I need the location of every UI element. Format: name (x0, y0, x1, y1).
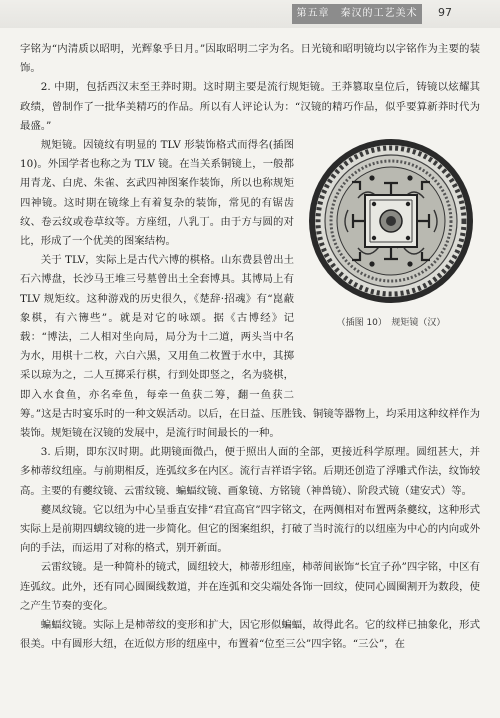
paragraph: 蝙蝠纹镜。实际上是柿蒂纹的变形和扩大，因它形似蝙蝠，故得此名。它的纹样已抽象化，形式很美。中有圆形大纽，在近似方形的纽座中，布置着“位至三公”四字铭。“三公”，在 (20, 619, 480, 651)
paragraph: 关于 TLV，实际上是古代六博的棋格。山东费县曾出土石六博盘，长沙马王堆三号墓曾出土全套博具。其博局上有 TLV 规矩纹。这种游戏的历史很久，《楚辞·招魂》有“崑蔽象棋，有六簙些”。就是对它的咏颂。据《古博经》记载：“博法，二人相对坐向局，局分为十二道，两头当中名为水，用棋十二枚，六白六黑，又用鱼二枚置于水中，其掷采以琼为之，二人互掷采行棋，行到处即竖之，名为骁棋，即入水食鱼，亦名牵鱼，每牵一鱼获二筹，翻一鱼获二筹。”这是古时宴乐时的一种文娱活动。以后，在日益、压胜钱、铜镜等器物上，均采用这种纹样作为装饰。规矩镜在汉镜的发展中，是流行时间最长的一种。 (20, 254, 480, 440)
page-number: 97 (438, 6, 452, 19)
paragraph: 2. 中期，包括西汉末至王莽时期。这时期主要是流行规矩镜。王莽篡取皇位后，铸镜以炫耀其政绩，曾制作了一批华美精巧的作品。所以有人评论认为：“汉镜的精巧作品，似乎要算新莽时代为最盛。” (20, 81, 480, 132)
figure-caption: （插图 10） 规矩镜（汉） (336, 318, 446, 329)
paragraph: 夔凤纹镜。它以纽为中心呈垂直安排“君宜高官”四字铭文，在两侧相对布置两条夔纹，这种形式实际上是前期四螭纹镜的进一步简化。但它的图案组织，打破了当时流行的以纽座为中心的内向或外向的手法，而运用了对称的格式，别开新面。 (20, 503, 480, 555)
page-body (20, 40, 480, 655)
chapter-title: 第五章 秦汉的工艺美术 (292, 4, 422, 24)
paragraph: 规矩镜。因镜纹有明显的 TLV 形装饰格式而得名(插图 10)。外国学者也称之为 TLV 镜。在当关系铜镜上，一般都用青龙、白虎、朱雀、玄武四神图案作装饰，所以也称规矩四神镜。这时期在镜缘上有着复杂的装饰，常见的有锯齿纹、卷云纹或卷草纹等。方座纽，八乳丁。由于方与圆的对比，形成了一个优美的图案结构。 (20, 139, 294, 248)
figure-illustration-10 (302, 136, 480, 398)
paragraph: 3. 后期，即东汉时期。此期镜面微凸，便于照出人面的全部，更接近科学原理。圆纽甚大，并多柿蒂纹纽座。与前期相反，连弧纹多在内区。流行吉祥语字铭。后期还创造了浮雕式作法，纹饰较高。主要的有夔纹镜、云雷纹镜、蝙蝠纹镜、画象镜、方铭镜（神兽镜）、阶段式镜（建安式）等。 (20, 446, 480, 497)
running-header (0, 0, 500, 28)
paragraph: 字铭为“内清质以昭明，光辉象乎日月。”因取昭明二字为名。日光镜和昭明镜均以字铭作为主要的装饰。 (20, 43, 480, 75)
paragraph: 云雷纹镜。是一种简朴的镜式，圆纽较大，柿蒂形纽座，柿蒂间嵌饰“长宜子孙”四字铭，中区有连弧纹。此外，还有同心圆圈线数道，并在连弧和交尖端处各饰一回纹，使同心圆圈割开为数段，使之产生节奏的变化。 (20, 561, 480, 612)
tlv-mirror-icon (308, 138, 474, 304)
